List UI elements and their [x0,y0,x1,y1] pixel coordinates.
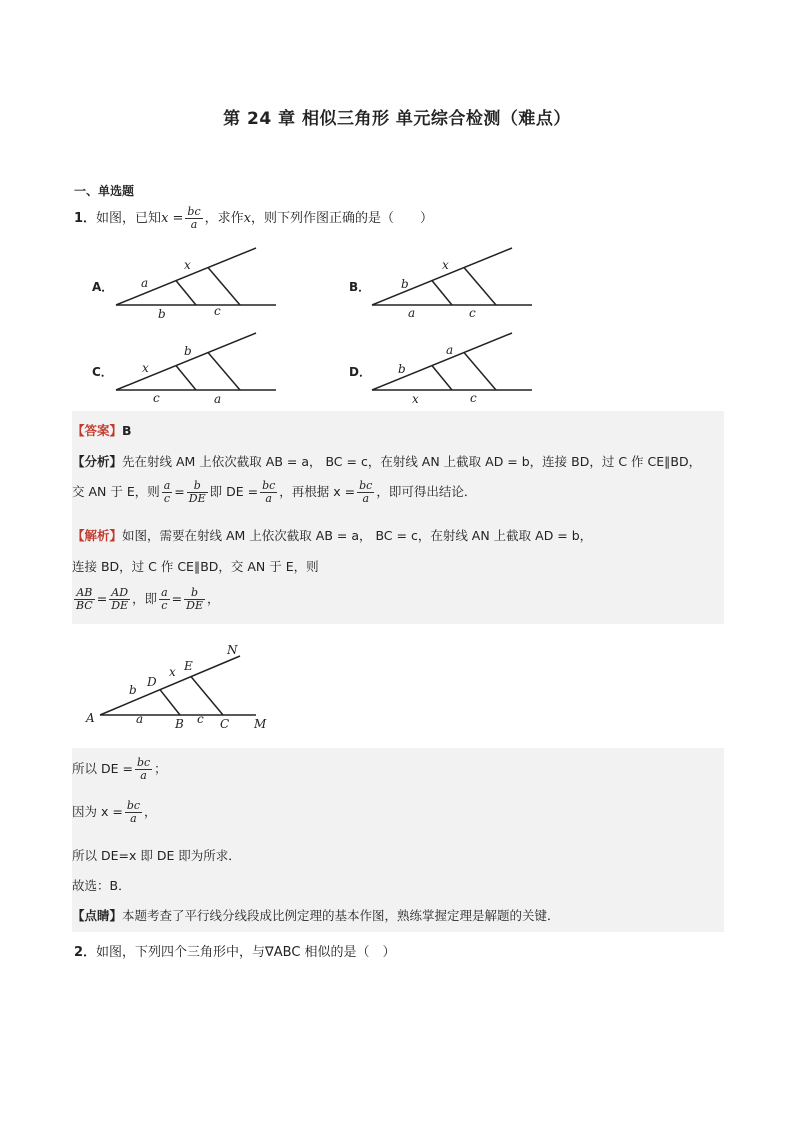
choose-line: 故选：B． [72,878,131,893]
comment-line [72,906,560,924]
analysis-text-1: 先在射线 AM 上依次截取 AB = a， BC = c，在射线 AN 上截取 AD = b，连接 BD，过 C 作 CE∥BD， [122,454,702,469]
option-a-ray-label-1: a [141,276,149,290]
question-2 [74,941,396,960]
so-line-1 [72,757,167,782]
solution-line-1 [72,526,592,544]
analysis-text-end: ，即可得出结论． [376,484,477,499]
question-1-pre: 如图，已知 [96,211,162,226]
analysis-tag: 【分析】 [72,454,123,469]
page-title: 第 24 章 相似三角形 单元综合检测（难点） [223,109,571,129]
fraction-numerator: a [161,586,168,599]
option-c-base-label-1: c [153,391,160,405]
option-b-base-label-2: c [469,306,476,320]
solution-tag: 【解析】 [72,528,123,543]
figure-point-a: A [86,711,95,725]
option-d-base-label-2: c [470,391,477,405]
answer-line [72,421,132,439]
option-d-base-label-1: x [412,392,419,406]
analysis-text-mid2: ，再根据 x = [279,484,356,499]
figure-point-m: M [254,717,267,731]
option-d-ray-label-1: b [398,362,406,376]
figure-point-n: N [227,643,238,657]
option-a-figure [110,242,280,322]
fraction-denominator: c [163,492,171,505]
option-d-label[interactable]: D． [349,365,371,379]
fraction-denominator: a [265,492,272,505]
fraction-denominator: a [140,769,147,782]
fraction-numerator: bc [126,799,141,812]
answer-tag: 【答案】 [72,423,123,438]
question-2-text: 如图，下列四个三角形中，与∇ABC 相似的是（ ） [96,945,396,960]
solution-frac-1 [74,587,95,612]
analysis-frac-3 [260,480,277,505]
option-c-ray-label-2: b [184,344,192,358]
solution-frac-2 [109,587,130,612]
solution-text-end: ， [206,591,220,606]
answer-value: B [122,423,132,438]
fraction-numerator: b [184,587,205,600]
fraction-numerator: bc [359,479,373,492]
figure-label-c: c [197,712,204,726]
figure-label-x: x [169,665,176,679]
option-a-base-label-2: c [214,304,221,318]
option-d-ray-label-2: a [446,343,454,357]
fraction-numerator: bc [187,205,201,218]
fraction-denominator: a [130,812,137,825]
fraction-denominator: BC [76,599,93,612]
figure-point-e: E [184,659,193,673]
question-2-number: 2． [74,945,97,960]
comment-text: 本题考查了平行线分线段成比例定理的基本作图，熟练掌握定理是解题的关键． [122,908,560,923]
option-b-label[interactable]: B． [349,280,371,294]
question-1-fraction [185,206,202,231]
so-line-1-end: ； [154,761,167,776]
question-1 [74,206,433,231]
fraction-denominator: a [362,492,369,505]
fraction-denominator: c [161,599,168,612]
fraction-numerator: bc [136,756,151,769]
conclusion-shade [72,748,724,932]
analysis-text-2a: 交 AN 于 E，则 [72,484,160,499]
equals-sign: = [174,484,185,499]
option-a-ray-label-2: x [184,258,191,272]
option-a-base-label-1: b [158,307,166,321]
option-c-base-label-2: a [214,392,222,406]
comment-tag: 【点睛】 [72,908,123,923]
figure-point-d: D [147,675,157,689]
fraction-numerator: a [163,479,171,492]
option-b-ray-label-1: b [401,277,409,291]
option-c-ray-label-1: x [142,361,149,375]
solution-line-2: 连接 BD，过 C 作 CE∥BD，交 AN 于 E，则 [72,559,319,574]
fraction-denominator: a [190,218,198,231]
equals-sign: = [96,591,108,606]
because-pre: 因为 x = [72,804,123,819]
fraction-numerator: b [187,480,208,493]
option-b-figure [366,242,536,322]
because-frac [125,800,142,825]
analysis-frac-2 [187,480,208,505]
because-end: ， [144,804,157,819]
option-c-figure [110,327,280,407]
figure-point-b: B [175,717,184,731]
so-line-2: 所以 DE=x 即 DE 即为所求． [72,848,241,863]
because-line [72,800,157,825]
fraction-denominator: DE [186,599,203,612]
question-1-mid: ，求作 [204,211,244,226]
so-line-1-frac [135,757,152,782]
fraction-denominator: DE [111,599,129,612]
figure-label-a: a [136,712,144,726]
fraction-numerator: AB [74,587,95,600]
solution-frac-3 [159,587,170,612]
solution-text-mid: ，即 [132,591,158,606]
question-1-post: ，则下列作图正确的是（ ） [250,211,433,226]
question-1-formula-lhs: x = [161,211,184,226]
section-heading: 一、单选题 [74,184,135,198]
option-b-base-label-1: a [408,306,416,320]
analysis-line-2 [72,480,476,505]
fraction-numerator: bc [262,479,276,492]
solution-line-3 [72,587,220,612]
option-d-figure [366,327,536,407]
fraction-numerator: AD [109,587,130,600]
solution-frac-4 [184,587,205,612]
solution-figure [72,630,282,745]
analysis-frac-1 [162,480,173,505]
figure-label-b: b [129,683,137,697]
option-b-ray-label-2: x [442,258,449,272]
so-line-1-pre: 所以 DE = [72,761,133,776]
analysis-line-1 [72,452,701,470]
fraction-denominator: DE [188,492,206,505]
analysis-text-mid: 即 DE = [209,484,259,499]
option-a-label[interactable]: A． [92,280,114,294]
equals-sign: = [171,591,183,606]
question-1-number: 1． [74,211,97,226]
answer-shade [72,411,724,449]
figure-point-c: C [220,717,230,731]
question-1-var: x [243,211,251,226]
solution-text-1: 如图，需要在射线 AM 上依次截取 AB = a， BC = c，在射线 AN 上截取 AD = b， [122,528,593,543]
option-c-label[interactable]: C． [92,365,113,379]
analysis-frac-4 [357,480,374,505]
